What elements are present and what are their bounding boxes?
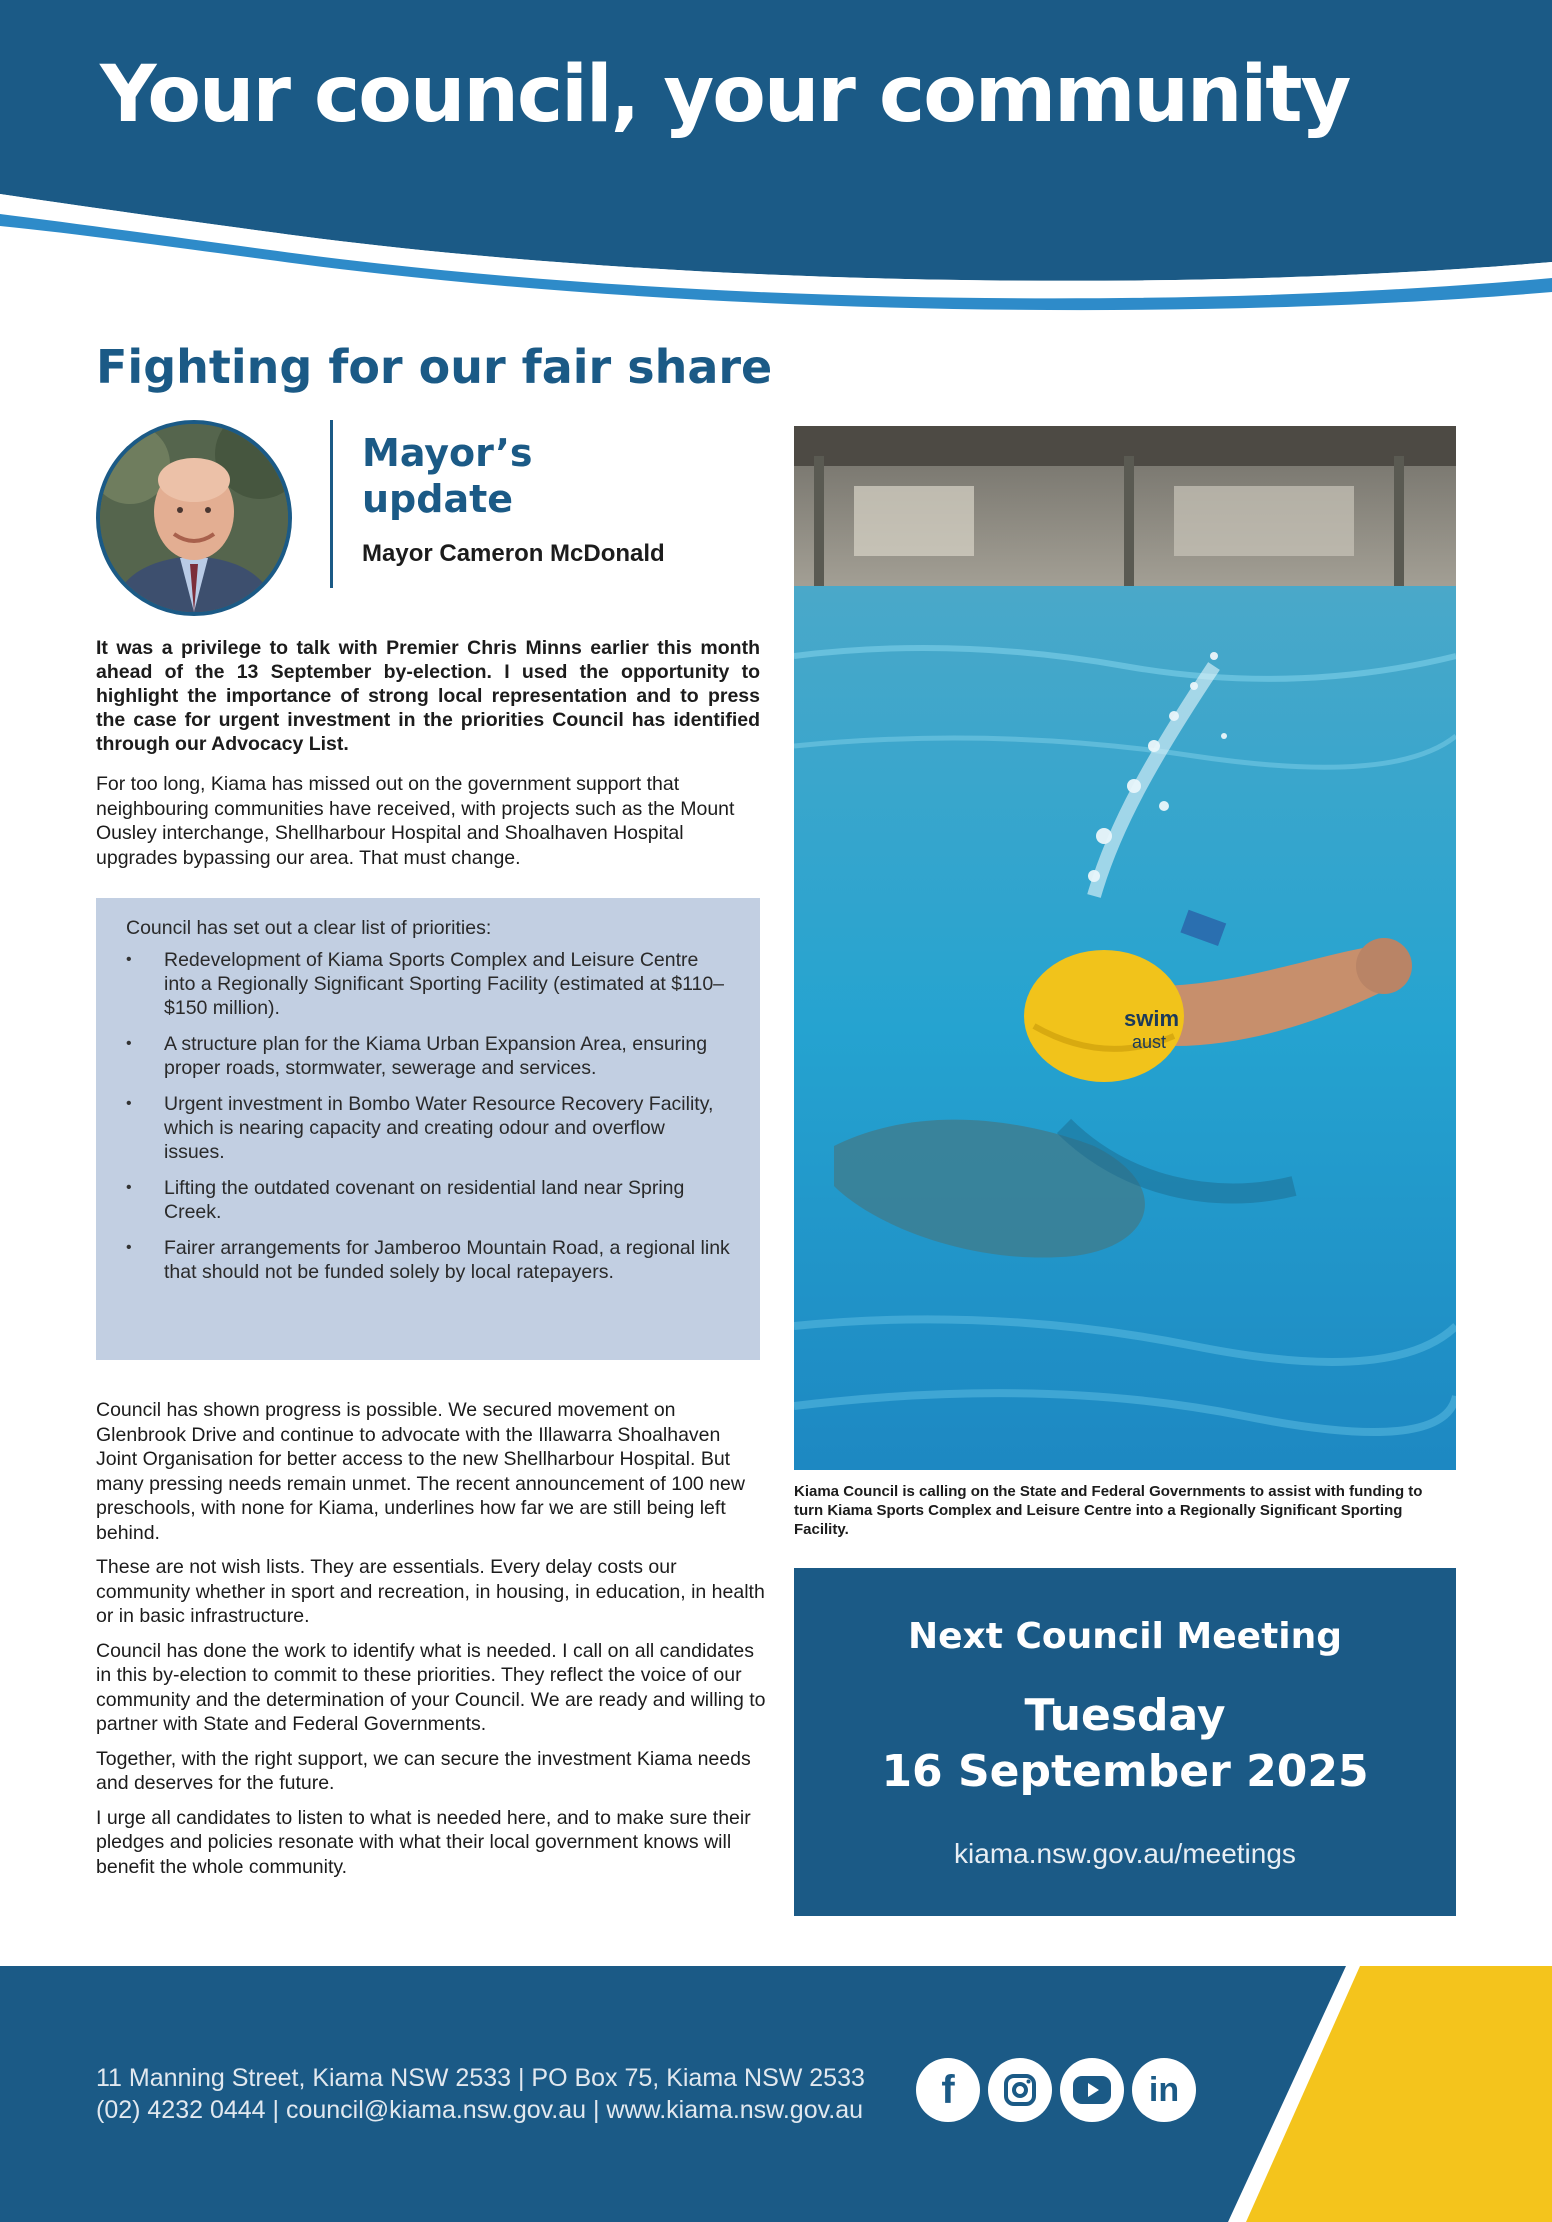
body-paragraph: For too long, Kiama has missed out on the government support that neighbouring communities have received, with projects such as the Mount Ousley interchange, Shellharbour Hospital and Shoalhaven Hospital upgrades bypassing our area. That must change. [96, 773, 735, 869]
priority-item: • Fairer arrangements for Jamberoo Mountain Road, a regional link that should not be funded solely by local ratepayers. [126, 1236, 730, 1284]
mayor-name: Mayor Cameron McDonald [362, 540, 665, 567]
cap-text: aust [1132, 1032, 1167, 1052]
priorities-box [96, 898, 760, 1360]
header-banner [0, 0, 1552, 320]
priority-item: • Urgent investment in Bombo Water Resource Recovery Facility, which is nearing capacity and creating odour and overflow issues. [126, 1092, 730, 1164]
meeting-date: 16 September 2025 [881, 1746, 1369, 1797]
instagram-glyph [1003, 2073, 1037, 2107]
section-heading: Fighting for our fair share [96, 340, 773, 394]
body-column [96, 1398, 766, 1889]
body-paragraph: Council has done the work to identify what is needed. I call on all candidates in this by-election to commit to these priorities. They reflect the voice of our community and the determination of your Council. We are ready and willing to partner with State and Federal Governments. [96, 1639, 766, 1735]
mayor-divider [330, 420, 333, 588]
priority-item: • A structure plan for the Kiama Urban Expansion Area, ensuring proper roads, stormwater, sewerage and services. [126, 1032, 730, 1080]
body-paragraph: Together, with the right support, we can secure the investment Kiama needs and deserves for the future. [96, 1747, 751, 1794]
meeting-day: Tuesday [1024, 1690, 1226, 1741]
next-meeting-box [794, 1568, 1456, 1916]
photo-caption: Kiama Council is calling on the State and Federal Governments to assist with funding to turn Kiama Sports Complex and Leisure Centre into a Regionally Significant Sporting Facility. [794, 1483, 1423, 1538]
mayor-update-title: Mayor’s update [362, 431, 533, 521]
priority-item: • Redevelopment of Kiama Sports Complex and Leisure Centre into a Regionally Significant Sporting Facility (estimated at $110–$150 million). [126, 948, 730, 1020]
page-title: Your council, your community [100, 50, 1350, 140]
body-paragraph: These are not wish lists. They are essentials. Every delay costs our community whether in sport and recreation, in housing, in education, in health or in basic infrastructure. [96, 1556, 765, 1627]
body-paragraph: Council has shown progress is possible. We secured movement on Glenbrook Drive and continue to advocate with the Illawarra Shoalhaven Joint Organisation for better access to the new Shellharbour Hospital. But many pressing needs remain unmet. The recent announcement of 100 new preschools, with none for Kiama, underlines how far we are still being left behind. [96, 1399, 745, 1544]
instagram-icon[interactable] [988, 2058, 1052, 2122]
mayor-portrait [96, 420, 292, 616]
facebook-icon[interactable]: f [916, 2058, 980, 2122]
footer-contact [96, 2062, 865, 2126]
youtube-icon[interactable] [1060, 2058, 1124, 2122]
meeting-link[interactable]: kiama.nsw.gov.au/meetings [954, 1838, 1296, 1869]
youtube-glyph [1072, 2075, 1112, 2105]
linkedin-icon[interactable]: in [1132, 2058, 1196, 2122]
swimmer-photo [794, 426, 1456, 1470]
priorities-intro: Council has set out a clear list of priorities: [126, 917, 492, 939]
body-paragraph: I urge all candidates to listen to what is needed here, and to make sure their pledges and policies resonate with what their local government knows will benefit the whole community. [96, 1806, 751, 1878]
footer [0, 1966, 1552, 2222]
meeting-heading: Next Council Meeting [907, 1616, 1343, 1657]
intro-paragraph: It was a privilege to talk with Premier Chris Minns earlier this month ahead of the 13 September by-election. I used the opportunity to highlight the importance of strong local representation and to press the case for urgent investment in the priorities Council has identified through our Advocacy List. [96, 637, 760, 755]
priorities-list [126, 948, 730, 1284]
footer-address-line: 11 Manning Street, Kiama NSW 2533 | PO Box 75, Kiama NSW 2533 [96, 2064, 865, 2092]
cap-text: swim [1124, 1006, 1180, 1031]
footer-contact-line: (02) 4232 0444 | council@kiama.nsw.gov.au | www.kiama.nsw.gov.au [96, 2096, 864, 2124]
priority-item: • Lifting the outdated covenant on residential land near Spring Creek. [126, 1176, 730, 1224]
